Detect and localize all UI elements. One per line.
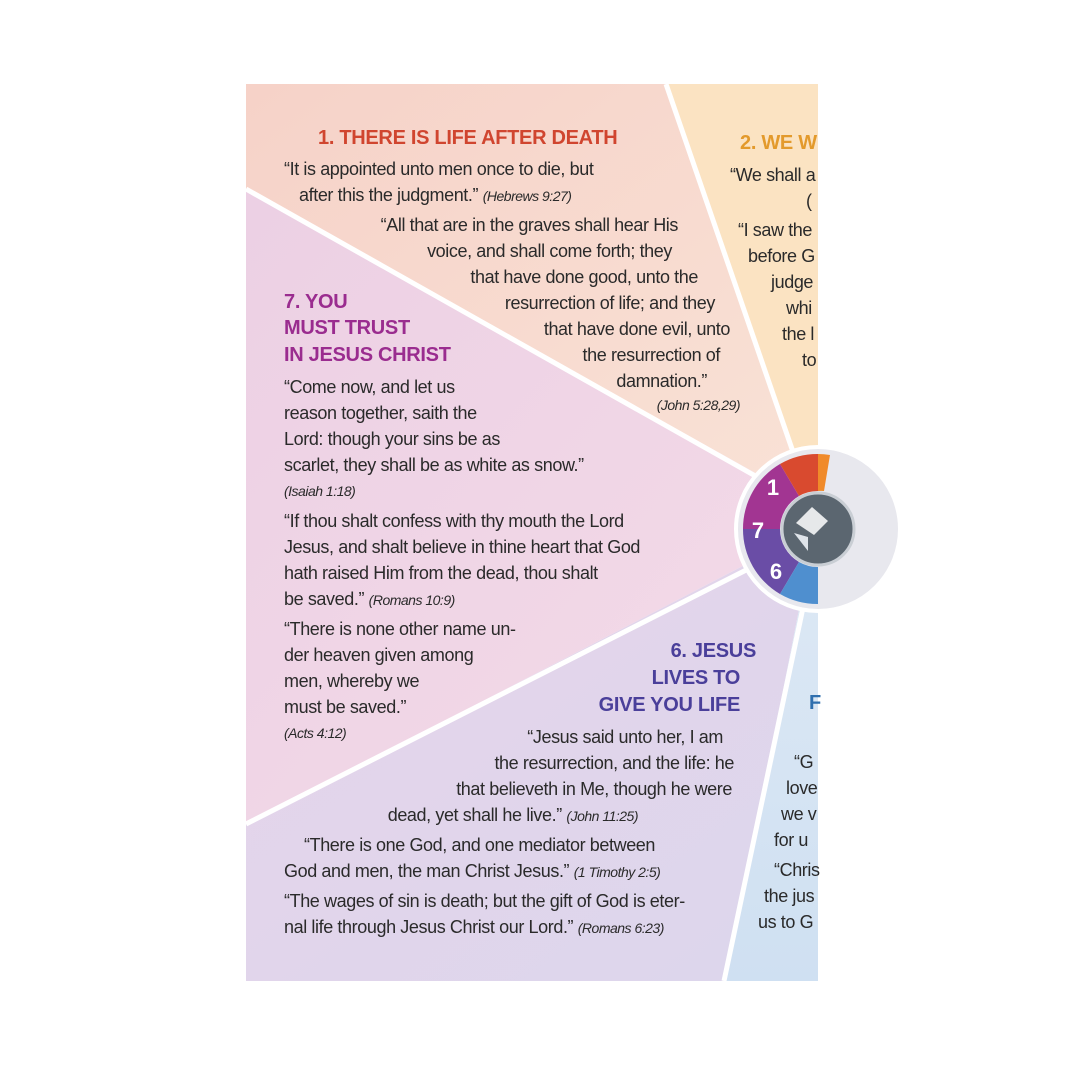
s1-quote2-ref: (John 5:28,29) <box>656 397 740 413</box>
s6-quote1-line2: the resurrection, and the life: he <box>494 753 734 773</box>
s7-quote1-ref: (Isaiah 1:18) <box>284 483 356 499</box>
section-5-title: F <box>809 692 821 714</box>
s1-quote1-line2 <box>299 182 571 209</box>
s7-quote2-ref: (Romans 10:9) <box>368 592 455 608</box>
s6-quote1-line3: that believeth in Me, though he were <box>456 779 732 799</box>
s6-quote1-text: dead, yet shall he live.” <box>387 805 562 825</box>
s1-quote1-line1: “It is appointed unto men once to die, but <box>284 159 594 179</box>
section-7-title-line2: MUST TRUST <box>284 317 410 339</box>
s7-quote2-text: be saved.” <box>284 589 365 609</box>
s6-quote2-line2 <box>284 858 660 885</box>
s7-quote1-line2: reason together, saith the <box>284 403 477 423</box>
section-6-title-line2: LIVES TO <box>651 667 740 689</box>
s5-line7: us to G <box>758 912 814 932</box>
s1-quote2-line4: resurrection of life; and they <box>504 293 715 313</box>
s5-line2: love <box>786 778 818 798</box>
s7-quote3-line2: der heaven given among <box>284 645 474 665</box>
s1-quote1-ref: (Hebrews 9:27) <box>482 188 572 204</box>
s7-quote1-line3: Lord: though your sins be as <box>284 429 500 449</box>
s6-quote2-ref: (1 Timothy 2:5) <box>573 864 661 880</box>
s5-line6: the jus <box>764 886 815 906</box>
s7-quote2-line1: “If thou shalt confess with thy mouth the Lord <box>284 511 624 531</box>
s2-line6: whi <box>786 298 812 318</box>
s1-quote1-text: after this the judgment.” <box>299 185 479 205</box>
s2-line4: before G <box>748 246 815 266</box>
s6-quote1-ref: (John 11:25) <box>566 808 638 824</box>
s6-quote3-text: nal life through Jesus Christ our Lord.” <box>284 917 574 937</box>
s2-line3: “I saw the <box>738 220 813 240</box>
s1-quote2-line2: voice, and shall come forth; they <box>427 241 672 261</box>
s2-line1: “We shall a <box>730 165 816 185</box>
s2-line8: to <box>802 350 817 370</box>
s7-quote3-line4: must be saved.” <box>284 697 407 717</box>
section-6-title-line3: GIVE YOU LIFE <box>598 694 740 716</box>
s2-line5: judge <box>771 272 814 292</box>
s1-quote2-line1: “All that are in the graves shall hear His <box>380 215 678 235</box>
s7-quote3-line3: men, whereby we <box>284 671 420 691</box>
s7-quote2-line4 <box>284 586 455 613</box>
s6-quote3-line2 <box>284 914 664 941</box>
dial-number-6: 6 <box>769 559 783 584</box>
section-7-title-line3: IN JESUS CHRIST <box>284 344 451 366</box>
s6-quote1-line4 <box>388 802 638 829</box>
dial-number-1: 1 <box>766 475 780 500</box>
dial-number-7: 7 <box>751 518 765 543</box>
s7-quote3-line1: “There is none other name un- <box>284 619 516 639</box>
s6-quote3-ref: (Romans 6:23) <box>577 920 664 936</box>
s7-quote1-line4: scarlet, they shall be as white as snow.” <box>284 455 584 475</box>
s1-quote2-line3: that have done good, unto the <box>470 267 698 287</box>
s7-quote1-line1: “Come now, and let us <box>284 377 455 397</box>
s2-line2: ( <box>806 191 812 211</box>
s5-line5: “Chris <box>774 860 820 880</box>
s6-quote2-text: God and men, the man Christ Jesus.” <box>284 861 570 881</box>
s6-quote1-line1: “Jesus said unto her, I am <box>527 727 723 747</box>
s5-line1: “G <box>794 752 814 772</box>
s7-quote2-line2: Jesus, and shalt believe in thine heart that God <box>284 537 641 557</box>
s6-quote3-line1: “The wages of sin is death; but the gift of God is eter- <box>284 891 685 911</box>
s5-line4: for u <box>774 830 809 850</box>
s1-quote2-line7: damnation.” <box>616 371 707 391</box>
section-7-title-line1: 7. YOU <box>284 291 348 313</box>
s1-quote2-line5: that have done evil, unto <box>543 319 730 339</box>
s5-line3: we v <box>781 804 817 824</box>
s7-quote3-ref: (Acts 4:12) <box>284 725 347 741</box>
s7-quote2-line3: hath raised Him from the dead, thou shalt <box>284 563 598 583</box>
section-2-title: 2. WE W <box>740 132 817 154</box>
s2-line7: the l <box>782 324 815 344</box>
s6-quote2-line1: “There is one God, and one mediator between <box>304 835 656 855</box>
section-1-title: 1. THERE IS LIFE AFTER DEATH <box>318 127 618 149</box>
tract-card <box>246 84 821 981</box>
gospel-dial <box>736 447 900 611</box>
s1-quote2-line6: the resurrection of <box>582 345 720 365</box>
section-6-title-line1: 6. JESUS <box>670 640 756 662</box>
